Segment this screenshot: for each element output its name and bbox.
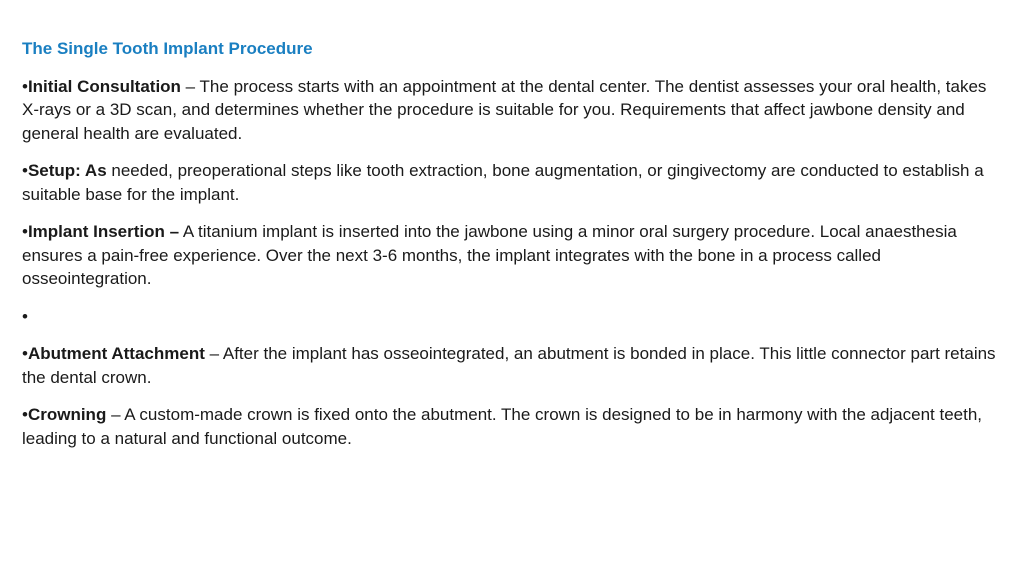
item-text: – After the implant has osseointegrated, an abutment is bonded in place. This little connector part retains the dental crown. [22, 344, 996, 387]
bullet: • [22, 344, 28, 364]
bullet: • [22, 222, 28, 242]
bullet: • [22, 405, 28, 425]
bullet: • [22, 77, 28, 96]
item-text: A titanium implant is inserted into the jawbone using a minor oral surgery procedure. Local anaesthesia ensures a pain-free experience. Over the next 3-6 months, the implant integrates with the bone in a process called osseointegration. [22, 222, 957, 289]
list-item-implant-insertion [22, 220, 997, 290]
slide-title: The Single Tooth Implant Procedure [22, 39, 313, 58]
list-item-abutment-attachment [22, 342, 997, 389]
bullet: • [22, 161, 28, 181]
item-heading: Abutment Attachment [27, 344, 205, 364]
bullet: • [22, 306, 28, 326]
item-heading: Implant Insertion – [27, 222, 180, 242]
list-item-empty [22, 305, 997, 328]
list-item-initial-consultation [22, 75, 997, 145]
item-text: – The process starts with an appointment at the dental center. The dentist assesses your oral health, takes X-rays or a 3D scan, and determines whether the procedure is suitable for you. Requirements that affect jawbone density and general health are evaluated. [22, 77, 987, 143]
item-heading: Crowning [27, 405, 107, 425]
list-item-setup [22, 159, 997, 206]
list-item-crowning [22, 403, 997, 450]
item-heading: Initial Consultation [27, 77, 181, 96]
item-text: needed, preoperational steps like tooth extraction, bone augmentation, or gingivectomy are conducted to establish a suitable base for the implant. [22, 161, 984, 204]
slide-content [22, 37, 997, 465]
item-text: – A custom-made crown is fixed onto the abutment. The crown is designed to be in harmony with the adjacent teeth, leading to a natural and functional outcome. [22, 405, 983, 448]
item-heading: Setup: As [27, 161, 107, 181]
